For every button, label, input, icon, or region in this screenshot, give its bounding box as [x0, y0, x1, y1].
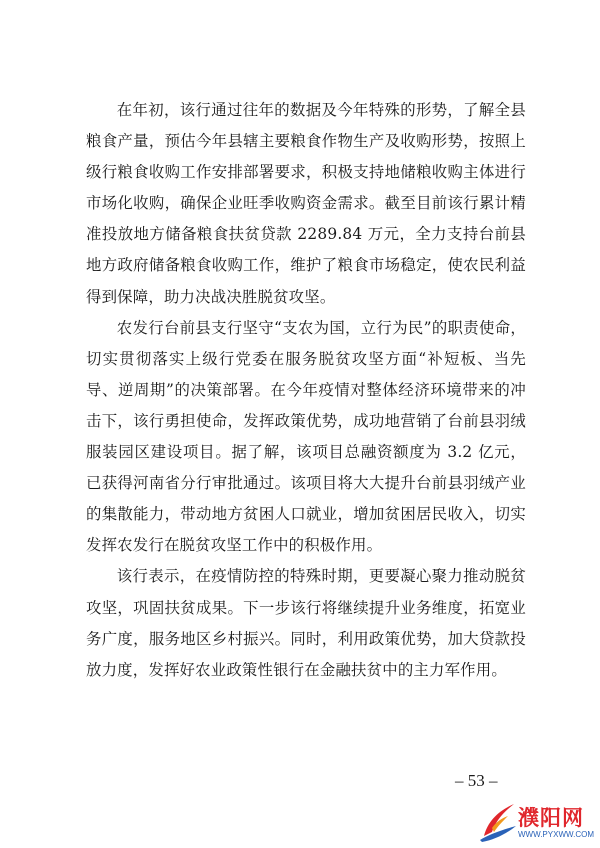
swoosh-logo-icon — [478, 800, 518, 844]
paragraph-1: 在年初，该行通过往年的数据及今年特殊的形势，了解全县粮食产量，预估今年县辖主要粮食作物生产及收购形势，按照上级行粮食收购工作安排部署要求，积极支持地储粮收购主体进行市场化收购，确保企业旺季收购资金需求。截至目前该行累计精准投放地方储备粮食扶贫贷款 2289.84 万元，全力支持台前县地方政府储备粮食收购工作，维护了粮食市场稳定，使农民利益得到保障，助力决战决胜脱贫攻坚。 — [86, 101, 526, 306]
watermark-url: WWW.PYXWW.COM — [518, 830, 594, 839]
watermark-site-name: 濮阳网 — [518, 806, 584, 830]
paragraph-3: 该行表示，在疫情防控的特殊时期，更要凝心聚力推动脱贫攻坚，巩固扶贫成果。下一步该行将继续提升业务维度，拓宽业务广度，服务地区乡村振兴。同时，利用政策优势，加大贷款投放力度，发挥好农业政策性银行在金融扶贫中的主力军作用。 — [86, 567, 526, 679]
site-watermark — [478, 800, 596, 844]
page-number: – 53 – — [455, 771, 498, 790]
article-body — [86, 95, 526, 686]
paragraph-2: 农发行台前县支行坚守“支农为国，立行为民”的职责使命，切实贯彻落实上级行党委在服务脱贫攻坚方面“补短板、当先导、逆周期”的决策部署。在今年疫情对整体经济环境带来的冲击下，该行勇担使命，发挥政策优势，成功地营销了台前县羽绒服装园区建设项目。据了解，该项目总融资额度为 3.2 亿元，已获得河南省分行审批通过。该项目将大大提升台前县羽绒产业的集散能力，带动地方贫困人口就业，增加贫困居民收入，切实发挥农发行在脱贫攻坚工作中的积极作用。 — [86, 318, 526, 555]
